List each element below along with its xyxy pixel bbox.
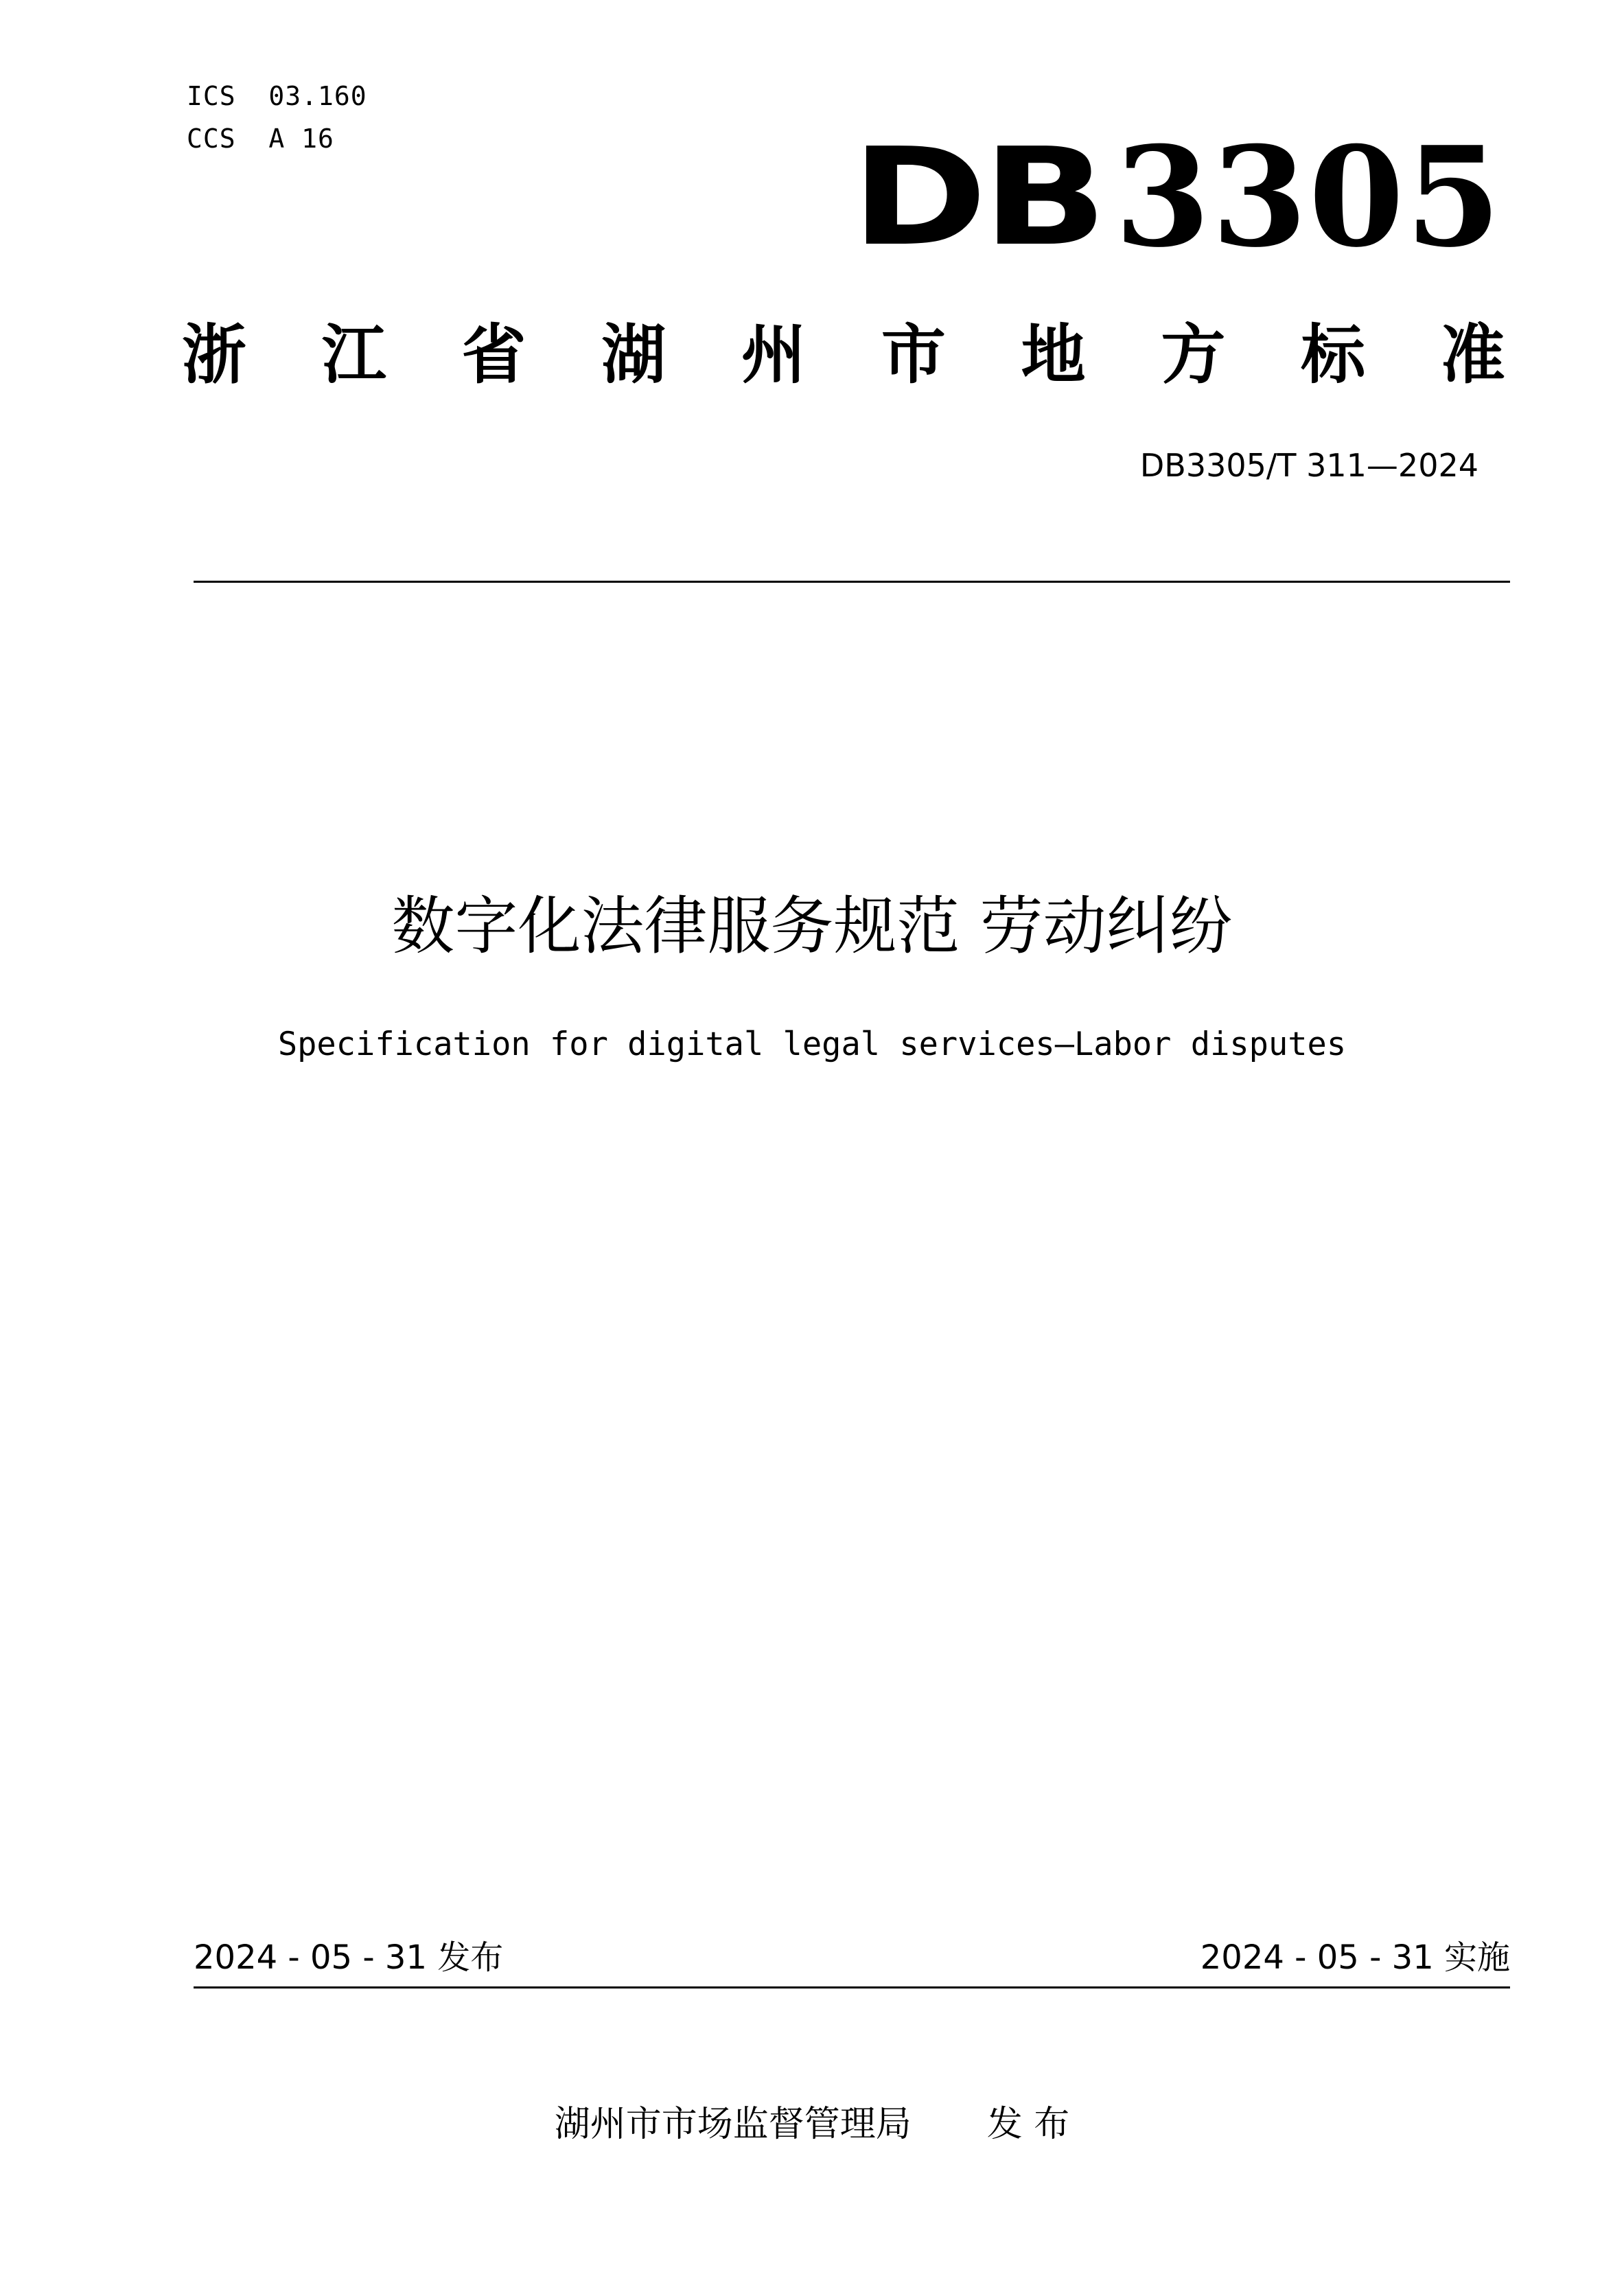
issue-date: 2024 - 05 - 31 发布 — [194, 1938, 504, 1977]
standard-type-char: 州 — [741, 318, 807, 393]
logo-digits: 3305 — [1115, 117, 1503, 278]
standard-type-char: 江 — [321, 318, 386, 393]
issuer-name: 湖州市市场监督管理局 — [554, 2104, 912, 2145]
logo-letters: DB — [851, 119, 1103, 276]
standard-type-title — [180, 314, 1507, 397]
ccs-code: CCS A 16 — [187, 124, 334, 154]
bottom-divider — [194, 1986, 1510, 1988]
document-subtitle: Specification for digital legal services—Labor disputes — [277, 1025, 1347, 1063]
standard-logo — [851, 117, 1503, 278]
standard-type-char: 标 — [1301, 318, 1366, 393]
top-divider — [194, 581, 1510, 583]
standard-type-char: 准 — [1440, 318, 1505, 393]
standard-type-char: 湖 — [601, 318, 666, 393]
issuer-action: 发 布 — [986, 2104, 1070, 2145]
standard-type-char: 省 — [461, 318, 526, 393]
standard-number: DB3305/T 311—2024 — [1139, 447, 1478, 484]
implementation-date: 2024 - 05 - 31 实施 — [1200, 1938, 1510, 1977]
standard-type-char: 市 — [881, 318, 946, 393]
standard-type-char: 浙 — [181, 318, 246, 393]
standard-type-char: 方 — [1161, 318, 1226, 393]
standard-type-char: 地 — [1021, 318, 1086, 393]
document-title: 数字化法律服务规范 劳动纠纷 — [391, 890, 1233, 963]
ics-code: ICS 03.160 — [187, 81, 367, 111]
issuer-line — [0, 2100, 1624, 2148]
